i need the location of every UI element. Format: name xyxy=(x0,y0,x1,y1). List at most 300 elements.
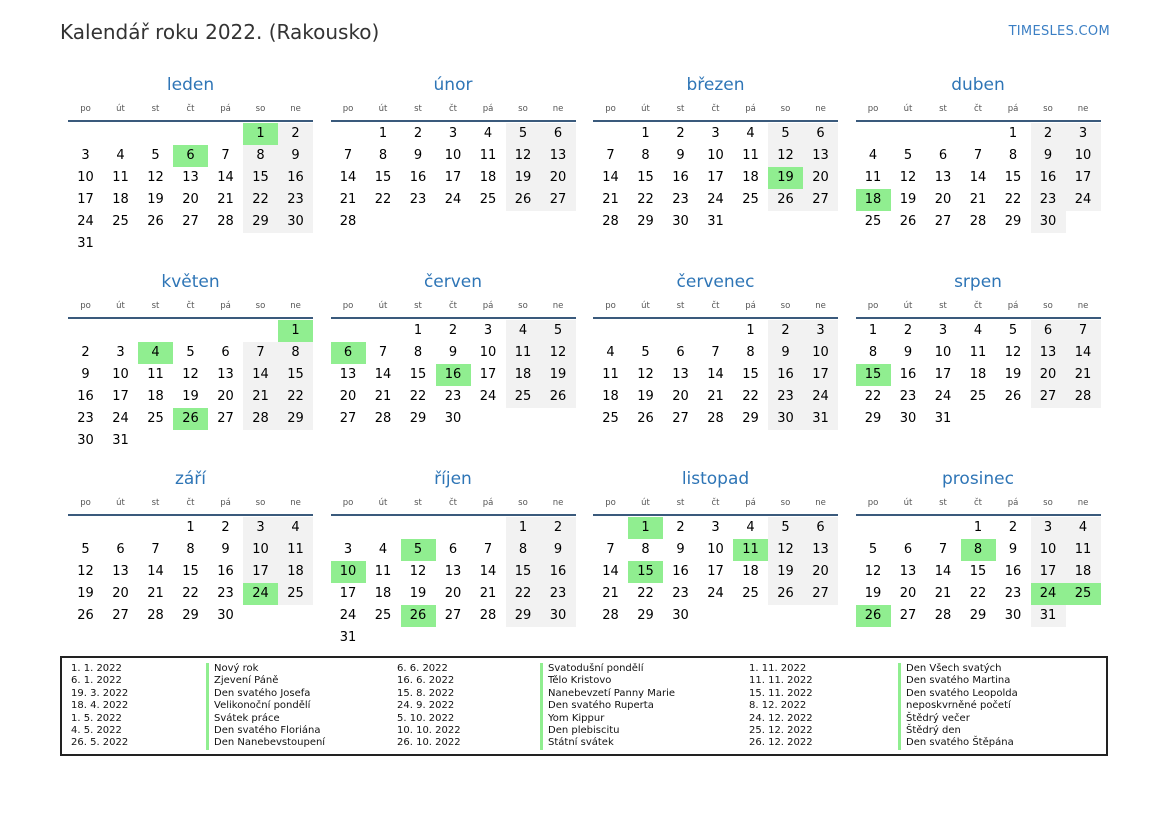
day-cell: 12 xyxy=(899,170,917,185)
day-cell: 27 xyxy=(803,189,838,211)
month-calendar xyxy=(331,466,576,663)
day-cell: 4 xyxy=(378,542,388,557)
day-cell: 14 xyxy=(243,364,278,386)
day-cell: 6 xyxy=(938,148,948,163)
month-calendar xyxy=(68,269,313,466)
day-cell: 30 xyxy=(768,408,803,430)
month-calendar xyxy=(593,269,838,466)
day-cell: 11 xyxy=(602,367,619,382)
holiday-name: Tělo Kristovo xyxy=(540,675,675,687)
weekday-label: čt xyxy=(186,104,195,114)
day-cell: 11 xyxy=(374,564,392,579)
weekday-label: út xyxy=(116,498,125,508)
day-cell: 31 xyxy=(934,411,952,426)
days-grid xyxy=(856,123,1101,233)
day-cell: 18 xyxy=(112,192,129,207)
day-cell: 16 xyxy=(77,389,94,404)
day-cell: 31 xyxy=(112,433,129,448)
month-name: srpen xyxy=(954,272,1002,292)
weekday-label: po xyxy=(867,498,879,508)
holiday-day-cell: 26 xyxy=(401,605,436,627)
holiday-name: Štědrý večer xyxy=(898,713,1018,725)
day-cell: 7 xyxy=(973,148,983,163)
holiday-day-cell: 25 xyxy=(1066,583,1101,605)
day-cell: 7 xyxy=(711,345,720,360)
day-cell: 21 xyxy=(479,586,497,601)
day-cell: 8 xyxy=(378,148,388,163)
month-name: leden xyxy=(166,75,215,95)
day-cell: 8 xyxy=(506,539,541,561)
day-cell: 14 xyxy=(479,564,497,579)
day-cell: 17 xyxy=(444,170,462,185)
day-cell: 14 xyxy=(374,367,392,382)
weekday-label: po xyxy=(342,301,354,311)
weekday-label: po xyxy=(80,301,91,311)
month-calendar xyxy=(856,466,1101,663)
holiday-day-cell: 19 xyxy=(768,167,803,189)
day-cell: 23 xyxy=(672,192,689,207)
day-cell: 29 xyxy=(742,411,759,426)
empty-cell xyxy=(173,123,208,145)
day-cell: 22 xyxy=(969,586,987,601)
weekday-label: st xyxy=(676,301,685,311)
day-cell: 3 xyxy=(343,542,353,557)
day-cell: 30 xyxy=(1031,211,1066,233)
weekday-header xyxy=(856,492,1101,516)
day-cell: 2 xyxy=(1031,123,1066,145)
weekday-header xyxy=(68,295,313,319)
day-cell: 1 xyxy=(378,126,388,141)
day-cell: 21 xyxy=(374,389,392,404)
day-cell: 30 xyxy=(672,608,689,623)
empty-cell xyxy=(331,123,366,145)
day-cell: 9 xyxy=(81,367,90,382)
day-cell: 10 xyxy=(934,345,952,360)
day-cell: 26 xyxy=(637,411,654,426)
day-cell: 14 xyxy=(969,170,987,185)
day-cell: 10 xyxy=(1031,539,1066,561)
days-grid xyxy=(68,320,313,452)
day-cell: 16 xyxy=(672,564,689,579)
day-cell: 7 xyxy=(221,148,230,163)
day-cell: 6 xyxy=(903,542,913,557)
holiday-day-cell: 6 xyxy=(173,145,208,167)
day-cell: 27 xyxy=(541,189,576,211)
day-cell: 7 xyxy=(1066,320,1101,342)
day-cell: 10 xyxy=(77,170,94,185)
day-cell: 28 xyxy=(969,214,987,229)
weekday-label: ne xyxy=(290,498,301,508)
weekday-label: po xyxy=(605,104,616,114)
empty-cell xyxy=(243,320,278,342)
day-cell: 17 xyxy=(934,367,952,382)
day-cell: 21 xyxy=(602,192,619,207)
day-cell: 13 xyxy=(217,367,234,382)
holiday-date: 26. 10. 2022 xyxy=(397,737,461,749)
day-cell: 13 xyxy=(1031,342,1066,364)
day-cell: 22 xyxy=(864,389,882,404)
day-cell: 8 xyxy=(641,542,650,557)
empty-cell xyxy=(103,320,138,342)
day-cell: 28 xyxy=(1066,386,1101,408)
day-cell: 23 xyxy=(409,192,427,207)
holiday-date: 1. 11. 2022 xyxy=(749,663,807,674)
day-cell: 20 xyxy=(803,561,838,583)
day-cell: 6 xyxy=(448,542,458,557)
day-cell: 17 xyxy=(339,586,357,601)
day-cell: 29 xyxy=(1004,214,1022,229)
holiday-date: 15. 11. 2022 xyxy=(749,687,813,699)
day-cell: 9 xyxy=(1008,542,1018,557)
day-cell: 20 xyxy=(541,167,576,189)
day-cell: 7 xyxy=(378,345,388,360)
month-calendar xyxy=(331,72,576,269)
weekday-label: so xyxy=(255,104,266,114)
weekday-label: út xyxy=(903,301,913,311)
day-cell: 8 xyxy=(641,148,650,163)
day-cell: 24 xyxy=(707,586,724,601)
day-cell: 13 xyxy=(112,564,129,579)
day-cell: 28 xyxy=(374,411,392,426)
day-cell: 21 xyxy=(147,586,164,601)
holiday-name: Den Všech svatých xyxy=(898,663,1018,675)
weekday-label: čt xyxy=(186,498,195,508)
days-grid xyxy=(856,517,1101,627)
day-cell: 22 xyxy=(1004,192,1022,207)
weekday-label: pá xyxy=(220,498,231,508)
legend-name-column xyxy=(898,663,1018,750)
day-cell: 26 xyxy=(541,386,576,408)
weekday-label: po xyxy=(605,301,616,311)
holiday-name: Den svatého Floriána xyxy=(206,725,325,737)
empty-cell xyxy=(366,320,401,342)
day-cell: 4 xyxy=(746,520,755,535)
month-calendar xyxy=(593,72,838,269)
day-cell: 4 xyxy=(606,345,615,360)
holiday-day-cell: 16 xyxy=(436,364,471,386)
days-grid xyxy=(331,320,576,430)
day-cell: 21 xyxy=(243,386,278,408)
day-cell: 14 xyxy=(339,170,357,185)
day-cell: 10 xyxy=(243,539,278,561)
day-cell: 12 xyxy=(768,145,803,167)
day-cell: 16 xyxy=(409,170,427,185)
day-cell: 18 xyxy=(969,367,987,382)
month-calendar xyxy=(593,466,838,663)
calendar-grid xyxy=(68,72,1101,663)
weekday-label: ne xyxy=(290,104,301,114)
day-cell: 24 xyxy=(112,411,129,426)
day-cell: 8 xyxy=(1008,148,1018,163)
day-cell: 7 xyxy=(151,542,160,557)
day-cell: 9 xyxy=(768,342,803,364)
day-cell: 23 xyxy=(672,586,689,601)
weekday-label: út xyxy=(641,301,650,311)
day-cell: 28 xyxy=(934,608,952,623)
day-cell: 18 xyxy=(479,170,497,185)
day-cell: 25 xyxy=(147,411,164,426)
day-cell: 30 xyxy=(899,411,917,426)
day-cell: 29 xyxy=(182,608,199,623)
day-cell: 4 xyxy=(973,323,983,338)
day-cell: 14 xyxy=(707,367,724,382)
day-cell: 27 xyxy=(672,411,689,426)
holiday-date: 26. 12. 2022 xyxy=(749,737,813,749)
day-cell: 6 xyxy=(803,517,838,539)
weekday-label: pá xyxy=(482,498,494,508)
weekday-label: po xyxy=(867,301,879,311)
day-cell: 14 xyxy=(1066,342,1101,364)
empty-cell xyxy=(891,517,926,539)
empty-cell xyxy=(891,123,926,145)
empty-cell xyxy=(103,517,138,539)
holiday-name: Yom Kippur xyxy=(540,713,675,725)
day-cell: 2 xyxy=(768,320,803,342)
weekday-label: ne xyxy=(1077,498,1089,508)
weekday-header xyxy=(856,295,1101,319)
day-cell: 2 xyxy=(413,126,423,141)
holiday-name: Státní svátek xyxy=(540,737,675,749)
holiday-date: 19. 3. 2022 xyxy=(71,687,129,699)
day-cell: 11 xyxy=(864,170,882,185)
empty-cell xyxy=(208,320,243,342)
day-cell: 9 xyxy=(221,542,230,557)
day-cell: 17 xyxy=(479,367,497,382)
day-cell: 1 xyxy=(973,520,983,535)
month-name: duben xyxy=(951,75,1005,95)
weekday-header xyxy=(593,98,838,122)
day-cell: 28 xyxy=(479,608,497,623)
day-cell: 20 xyxy=(217,389,234,404)
day-cell: 21 xyxy=(217,192,234,207)
days-grid xyxy=(331,517,576,649)
day-cell: 15 xyxy=(182,564,199,579)
weekday-label: čt xyxy=(448,498,457,508)
day-cell: 16 xyxy=(541,561,576,583)
month-name: září xyxy=(174,469,207,489)
day-cell: 20 xyxy=(1031,364,1066,386)
day-cell: 24 xyxy=(77,214,94,229)
day-cell: 16 xyxy=(899,367,917,382)
weekday-label: út xyxy=(378,104,388,114)
day-cell: 10 xyxy=(112,367,129,382)
weekday-header xyxy=(593,295,838,319)
day-cell: 15 xyxy=(969,564,987,579)
holiday-name: Zjevení Páně xyxy=(206,675,325,687)
holiday-date: 11. 11. 2022 xyxy=(749,675,813,687)
day-cell: 2 xyxy=(221,520,230,535)
day-cell: 24 xyxy=(339,608,357,623)
day-cell: 20 xyxy=(672,389,689,404)
month-name: květen xyxy=(161,272,220,292)
weekday-label: st xyxy=(939,498,947,508)
day-cell: 10 xyxy=(444,148,462,163)
day-cell: 25 xyxy=(278,583,313,605)
weekday-header xyxy=(856,98,1101,122)
day-cell: 9 xyxy=(448,345,458,360)
day-cell: 11 xyxy=(278,539,313,561)
weekday-label: st xyxy=(414,301,422,311)
weekday-label: so xyxy=(1043,301,1053,311)
day-cell: 21 xyxy=(707,389,724,404)
day-cell: 15 xyxy=(1004,170,1022,185)
legend-name-column xyxy=(540,663,675,750)
weekday-label: čt xyxy=(973,498,982,508)
day-cell: 9 xyxy=(1031,145,1066,167)
weekday-label: so xyxy=(780,301,791,311)
weekday-label: so xyxy=(780,104,791,114)
month-name: prosinec xyxy=(942,469,1014,489)
day-cell: 23 xyxy=(444,389,462,404)
day-cell: 22 xyxy=(637,586,654,601)
day-cell: 24 xyxy=(707,192,724,207)
day-cell: 9 xyxy=(413,148,423,163)
day-cell: 31 xyxy=(77,236,94,251)
weekday-label: po xyxy=(80,104,91,114)
month-calendar xyxy=(856,269,1101,466)
holiday-date: 26. 5. 2022 xyxy=(71,737,129,749)
weekday-label: út xyxy=(378,498,388,508)
weekday-label: po xyxy=(342,498,354,508)
day-cell: 28 xyxy=(243,408,278,430)
day-cell: 6 xyxy=(541,123,576,145)
day-cell: 15 xyxy=(742,367,759,382)
day-cell: 15 xyxy=(506,561,541,583)
weekday-label: út xyxy=(116,104,125,114)
holiday-name: neposkvrněné početí xyxy=(898,700,1018,712)
day-cell: 18 xyxy=(147,389,164,404)
day-cell: 15 xyxy=(278,364,313,386)
day-cell: 5 xyxy=(768,123,803,145)
day-cell: 22 xyxy=(742,389,759,404)
holiday-date: 6. 6. 2022 xyxy=(397,663,448,674)
day-cell: 11 xyxy=(1066,539,1101,561)
holiday-date: 18. 4. 2022 xyxy=(71,700,129,712)
holiday-name: Svátek práce xyxy=(206,713,325,725)
day-cell: 18 xyxy=(374,586,392,601)
day-cell: 16 xyxy=(1031,167,1066,189)
empty-cell xyxy=(471,517,506,539)
day-cell: 18 xyxy=(506,364,541,386)
day-cell: 1 xyxy=(746,323,755,338)
weekday-label: čt xyxy=(973,301,982,311)
empty-cell xyxy=(68,123,103,145)
month-calendar xyxy=(331,269,576,466)
day-cell: 28 xyxy=(707,411,724,426)
month-calendar xyxy=(856,72,1101,269)
day-cell: 8 xyxy=(746,345,755,360)
day-cell: 5 xyxy=(186,345,195,360)
empty-cell xyxy=(961,123,996,145)
weekday-label: ne xyxy=(552,104,564,114)
day-cell: 5 xyxy=(768,517,803,539)
weekday-label: čt xyxy=(973,104,982,114)
weekday-label: st xyxy=(414,104,422,114)
empty-cell xyxy=(628,320,663,342)
day-cell: 26 xyxy=(1004,389,1022,404)
day-cell: 22 xyxy=(182,586,199,601)
day-cell: 2 xyxy=(278,123,313,145)
weekday-header xyxy=(68,98,313,122)
day-cell: 1 xyxy=(413,323,423,338)
holiday-day-cell: 24 xyxy=(1031,583,1066,605)
day-cell: 9 xyxy=(676,542,685,557)
holiday-date: 5. 10. 2022 xyxy=(397,712,455,724)
day-cell: 18 xyxy=(1066,561,1101,583)
day-cell: 6 xyxy=(116,542,125,557)
day-cell: 11 xyxy=(506,342,541,364)
day-cell: 28 xyxy=(602,214,619,229)
day-cell: 24 xyxy=(803,386,838,408)
day-cell: 13 xyxy=(672,367,689,382)
day-cell: 5 xyxy=(151,148,160,163)
holiday-date: 25. 12. 2022 xyxy=(749,725,813,737)
day-cell: 9 xyxy=(541,539,576,561)
legend-date-column xyxy=(71,663,128,750)
days-grid xyxy=(593,517,838,627)
weekday-label: st xyxy=(939,104,947,114)
day-cell: 19 xyxy=(409,586,427,601)
weekday-label: út xyxy=(903,104,913,114)
day-cell: 4 xyxy=(868,148,878,163)
day-cell: 3 xyxy=(1031,517,1066,539)
day-cell: 2 xyxy=(541,517,576,539)
day-cell: 23 xyxy=(768,386,803,408)
empty-cell xyxy=(401,517,436,539)
day-cell: 18 xyxy=(742,170,759,185)
day-cell: 6 xyxy=(676,345,685,360)
day-cell: 26 xyxy=(899,214,917,229)
day-cell: 28 xyxy=(339,214,357,229)
day-cell: 15 xyxy=(637,170,654,185)
day-cell: 5 xyxy=(1008,323,1018,338)
day-cell: 4 xyxy=(116,148,125,163)
day-cell: 10 xyxy=(803,342,838,364)
brand-link[interactable]: TIMESLES.COM xyxy=(1008,24,1110,39)
weekday-header xyxy=(593,492,838,516)
day-cell: 12 xyxy=(1004,345,1022,360)
day-cell: 2 xyxy=(81,345,90,360)
day-cell: 25 xyxy=(864,214,882,229)
day-cell: 3 xyxy=(938,323,948,338)
weekday-label: ne xyxy=(552,498,564,508)
day-cell: 11 xyxy=(112,170,129,185)
legend-date-column xyxy=(749,663,813,750)
day-cell: 26 xyxy=(77,608,94,623)
day-cell: 9 xyxy=(278,145,313,167)
day-cell: 30 xyxy=(217,608,234,623)
day-cell: 3 xyxy=(803,320,838,342)
day-cell: 19 xyxy=(1004,367,1022,382)
day-cell: 1 xyxy=(641,126,650,141)
weekday-label: čt xyxy=(711,301,720,311)
day-cell: 22 xyxy=(278,386,313,408)
day-cell: 22 xyxy=(243,189,278,211)
day-cell: 31 xyxy=(803,408,838,430)
month-name: říjen xyxy=(434,469,472,489)
empty-cell xyxy=(138,320,173,342)
day-cell: 24 xyxy=(1066,189,1101,211)
day-cell: 21 xyxy=(1066,364,1101,386)
weekday-header xyxy=(331,295,576,319)
day-cell: 27 xyxy=(182,214,199,229)
holiday-name: Den svatého Ruperta xyxy=(540,700,675,712)
holiday-day-cell: 11 xyxy=(733,539,768,561)
day-cell: 24 xyxy=(479,389,497,404)
day-cell: 21 xyxy=(934,586,952,601)
days-grid xyxy=(593,320,838,430)
weekday-header xyxy=(331,492,576,516)
